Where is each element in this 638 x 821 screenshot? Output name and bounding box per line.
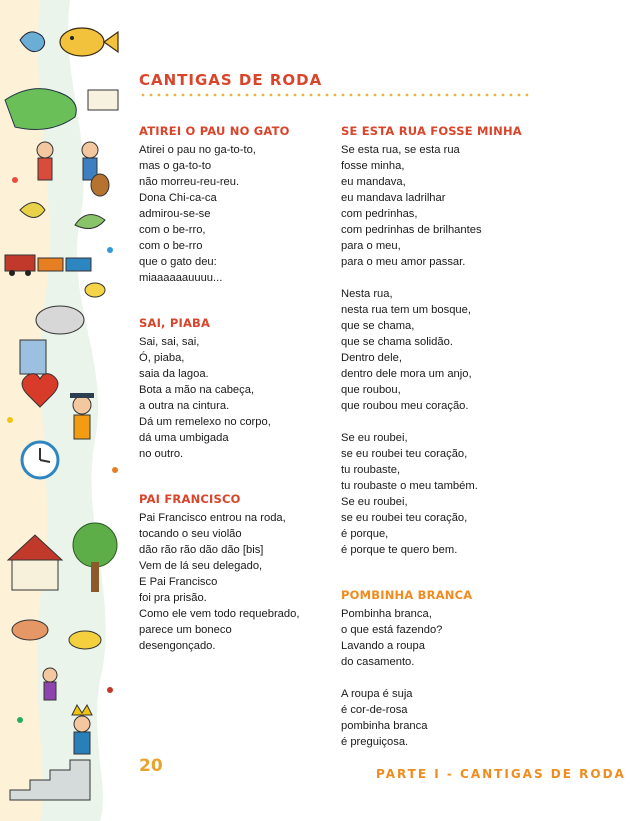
page-number: 20 bbox=[139, 756, 163, 776]
illustration-collage bbox=[0, 0, 128, 821]
poem-line: Nesta rua, bbox=[341, 288, 393, 300]
poem-line: mas o ga-to-to bbox=[139, 160, 212, 172]
poem-line: que se chama, bbox=[341, 320, 415, 332]
poem-line: Dá um remelexo no corpo, bbox=[139, 416, 271, 428]
poem-line: eu mandava ladrilhar bbox=[341, 192, 446, 204]
running-head: PARTE I - CANTIGAS DE RODA bbox=[376, 767, 626, 781]
poem-line: Como ele vem todo requebrado, bbox=[139, 608, 300, 620]
poem-line: dá uma umbigada bbox=[139, 432, 229, 444]
right-column bbox=[341, 124, 541, 750]
poem-line: Vem de lá seu delegado, bbox=[139, 560, 263, 572]
poem-line: E Pai Francisco bbox=[139, 576, 218, 588]
stanza-gap bbox=[341, 270, 541, 286]
poem-title: PAI FRANCISCO bbox=[139, 492, 241, 506]
poem-line: desengonçado. bbox=[139, 640, 216, 652]
poem-line: Sai, sai, sai, bbox=[139, 336, 200, 348]
poem-line: é cor-de-rosa bbox=[341, 704, 408, 716]
left-column bbox=[139, 124, 329, 654]
poem-line: com o be-rro bbox=[139, 240, 203, 252]
poem-title: SE ESTA RUA FOSSE MINHA bbox=[341, 124, 522, 138]
poem-line: para o meu amor passar. bbox=[341, 256, 466, 268]
poem-line: dão rão rão dão dão [bis] bbox=[139, 544, 264, 556]
poem-line: com pedrinhas, bbox=[341, 208, 418, 220]
poem-pai-francisco bbox=[139, 492, 329, 654]
poem-line: é porque, bbox=[341, 528, 389, 540]
poem-line: a outra na cintura. bbox=[139, 400, 230, 412]
poem-line: Pai Francisco entrou na roda, bbox=[139, 512, 286, 524]
poem-line: que o gato deu: bbox=[139, 256, 217, 268]
poem-atirei bbox=[139, 124, 329, 286]
illustration-strip bbox=[0, 0, 128, 821]
poem-line: parece um boneco bbox=[139, 624, 232, 636]
poem-title: SAI, PIABA bbox=[139, 316, 211, 330]
poem-line: com o be-rro, bbox=[139, 224, 206, 236]
poem-line: dentro dele mora um anjo, bbox=[341, 368, 472, 380]
poem-line: no outro. bbox=[139, 448, 184, 460]
poem-line: com pedrinhas de brilhantes bbox=[341, 224, 482, 236]
poem-line: Dona Chi-ca-ca bbox=[139, 192, 217, 204]
poem-line: A roupa é suja bbox=[341, 688, 413, 700]
poem-se-esta-rua bbox=[341, 124, 541, 558]
poem-line: que roubou, bbox=[341, 384, 401, 396]
section-title: CANTIGAS DE RODA bbox=[139, 71, 323, 89]
poem-title: POMBINHA BRANCA bbox=[341, 588, 473, 602]
poem-line: foi pra prisão. bbox=[139, 592, 207, 604]
poem-line: é porque te quero bem. bbox=[341, 544, 458, 556]
stanza-gap bbox=[341, 414, 541, 430]
poem-line: Pombinha branca, bbox=[341, 608, 432, 620]
poem-line: é preguiçosa. bbox=[341, 736, 409, 748]
poem-line: miaaaaaauuuu... bbox=[139, 272, 223, 284]
poem-line: tocando o seu violão bbox=[139, 528, 242, 540]
poem-title: ATIREI O PAU NO GATO bbox=[139, 124, 290, 138]
poem-line: eu mandava, bbox=[341, 176, 406, 188]
poem-line: Bota a mão na cabeça, bbox=[139, 384, 255, 396]
poem-line: Ó, piaba, bbox=[139, 352, 185, 364]
poem-line: pombinha branca bbox=[341, 720, 428, 732]
poem-line: saia da lagoa. bbox=[139, 368, 209, 380]
poem-line: para o meu, bbox=[341, 240, 401, 252]
poem-line: tu roubaste o meu também. bbox=[341, 480, 478, 492]
poem-line: o que está fazendo? bbox=[341, 624, 443, 636]
poem-line: nesta rua tem um bosque, bbox=[341, 304, 471, 316]
stanza-gap bbox=[341, 670, 541, 686]
poem-sai-piaba bbox=[139, 316, 329, 462]
poem-line: Se eu roubei, bbox=[341, 432, 408, 444]
poem-line: Se esta rua, se esta rua bbox=[341, 144, 460, 156]
poem-line: fosse minha, bbox=[341, 160, 405, 172]
poem-line: admirou-se-se bbox=[139, 208, 211, 220]
poem-pombinha-branca bbox=[341, 588, 541, 750]
dotted-divider bbox=[139, 93, 531, 97]
poem-line: se eu roubei teu coração, bbox=[341, 512, 468, 524]
poem-line: do casamento. bbox=[341, 656, 415, 668]
poem-line: se eu roubei teu coração, bbox=[341, 448, 468, 460]
poem-line: Dentro dele, bbox=[341, 352, 402, 364]
poem-line: Lavando a roupa bbox=[341, 640, 425, 652]
poem-line: Atirei o pau no ga-to-to, bbox=[139, 144, 256, 156]
poem-line: que roubou meu coração. bbox=[341, 400, 469, 412]
poem-line: que se chama solidão. bbox=[341, 336, 453, 348]
poem-line: não morreu-reu-reu. bbox=[139, 176, 240, 188]
poem-line: tu roubaste, bbox=[341, 464, 401, 476]
poem-line: Se eu roubei, bbox=[341, 496, 408, 508]
